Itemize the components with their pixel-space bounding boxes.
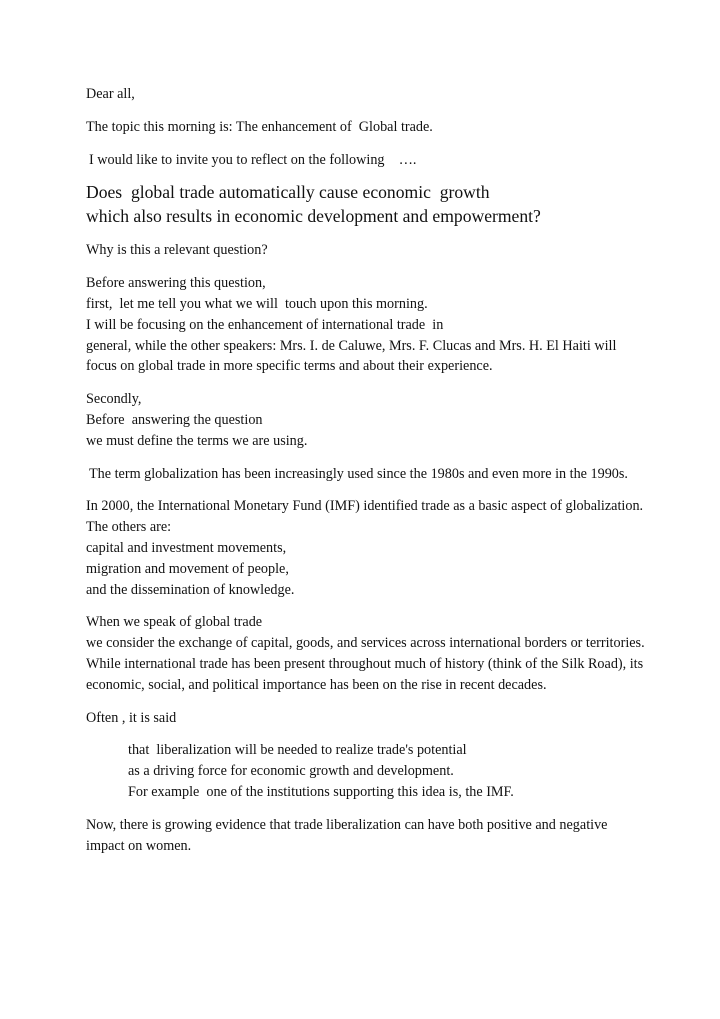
imf-line-1: In 2000, the International Monetary Fund (IMF) identified trade as a basic aspect of globalization. The others are:	[86, 498, 644, 536]
evidence-paragraph: Now, there is growing evidence that trade liberalization can have both positive and negative impact on women.	[86, 816, 608, 854]
before-paragraph	[86, 273, 646, 377]
invite-sentence: I would like to invite you to reflect on the following ….	[89, 151, 417, 168]
imf-line-2: capital and investment movements,	[86, 539, 287, 556]
quote-line-3: For example one of the institutions supporting this idea is, the IMF.	[128, 783, 514, 800]
before-line-4: general, while the other speakers: Mrs. I. de Caluwe, Mrs. F. Clucas and Mrs. H. El Haiti will focus on global trade in more specific terms and about their experience.	[86, 337, 617, 375]
before-line-1: Before answering this question,	[86, 275, 266, 292]
secondly-paragraph	[86, 389, 646, 451]
imf-paragraph	[86, 496, 646, 600]
main-question-line-1: Does global trade automatically cause economic growth	[86, 182, 490, 203]
greeting: Dear all,	[86, 86, 135, 102]
imf-line-4: and the dissemination of knowledge.	[86, 581, 295, 598]
secondly-line-1: Secondly,	[86, 391, 142, 408]
often-sentence: Often , it is said	[86, 709, 177, 726]
global-trade-line-1: When we speak of global trade	[86, 614, 263, 631]
secondly-line-3: we must define the terms we are using.	[86, 432, 308, 449]
quote-line-1: that liberalization will be needed to realize trade's potential	[128, 742, 467, 759]
global-trade-paragraph	[86, 612, 646, 695]
before-line-3: I will be focusing on the enhancement of international trade in	[86, 316, 444, 333]
secondly-line-2: Before answering the question	[86, 411, 263, 428]
global-trade-line-2: we consider the exchange of capital, goods, and services across international borders or territories. While international trade has been present throughout much of history (think of the Silk Road), its economic, social, and political importance has been on the rise in recent decades.	[86, 635, 645, 693]
quote-block	[86, 740, 646, 802]
main-question-line-2: which also results in economic development and empowerment?	[86, 206, 541, 227]
imf-line-3: migration and movement of people,	[86, 560, 289, 577]
quote-line-2: as a driving force for economic growth and development.	[128, 763, 454, 780]
globalization-paragraph: The term globalization has been increasingly used since the 1980s and even more in the 1990s.	[89, 465, 628, 482]
main-question	[86, 180, 646, 228]
before-line-2: first, let me tell you what we will touch upon this morning.	[86, 295, 428, 312]
document-page	[86, 84, 646, 856]
why-question: Why is this a relevant question?	[86, 242, 268, 259]
topic-sentence: The topic this morning is: The enhancement of Global trade.	[86, 118, 433, 135]
